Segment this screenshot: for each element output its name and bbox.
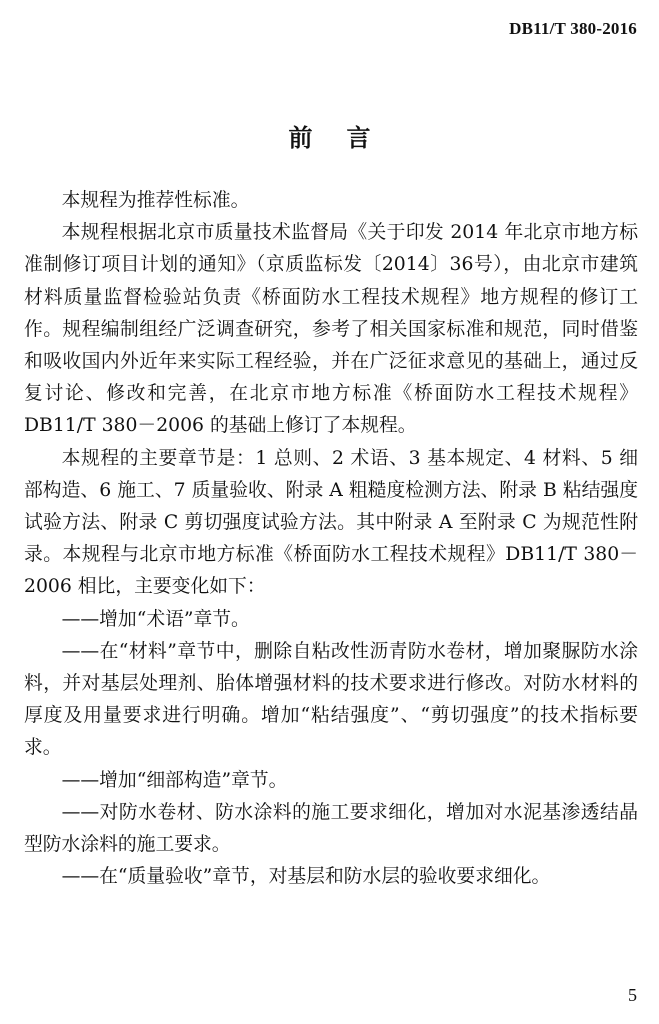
change-item-construction: ——对防水卷材、防水涂料的施工要求细化，增加对水泥基渗透结晶型防水涂料的施工要求。: [24, 801, 638, 856]
change-item-terms: ——增加“术语”章节。: [61, 608, 250, 630]
page-number: 5: [628, 985, 637, 1005]
standard-code: DB11/T 380-2016: [509, 19, 637, 38]
change-item-detail-construction: ——增加“细部构造”章节。: [61, 769, 288, 791]
change-item-acceptance: ——在“质量验收”章节，对基层和防水层的验收要求细化。: [61, 866, 551, 888]
preface-body: [24, 185, 638, 893]
change-item-materials: ——在“材料”章节中，删除自粘改性沥青防水卷材，增加聚脲防水涂料，并对基层处理剂、胎体增强材料的技术要求进行修改。对防水材料的厚度及用量要求进行明确。增加“粘结强度”、“剪切强度”的技术指标要求。: [24, 640, 638, 759]
paragraph-recommended-standard: 本规程为推荐性标准。: [61, 190, 250, 211]
paragraph-main-chapters: 本规程的主要章节是：1 总则、2 术语、3 基本规定、4 材料、5 细部构造、6 施工、7 质量验收、附录 A 粗糙度检测方法、附录 B 粘结强度试验方法、附录 C 剪切强度试验方法。其中附录 A 至附录 C 为规范性附录。本规程与北京市地方标准《桥面防水工程技术规程》DB11/T 380－2006 相比，主要变化如下：: [24, 447, 638, 598]
page-title: 前言: [288, 124, 405, 152]
paragraph-revision-basis: 本规程根据北京市质量技术监督局《关于印发 2014 年北京市地方标准制修订项目计划的通知》（京质监标发〔2014〕36号），由北京市建筑材料质量监督检验站负责《桥面防水工程技术规程》地方规程的修订工作。规程编制组经广泛调查研究，参考了相关国家标准和规范，同时借鉴和吸收国内外近年来实际工程经验，并在广泛征求意见的基础上，通过反复讨论、修改和完善，在北京市地方标准《桥面防水工程技术规程》DB11/T 380－2006 的基础上修订了本规程。: [24, 222, 638, 437]
